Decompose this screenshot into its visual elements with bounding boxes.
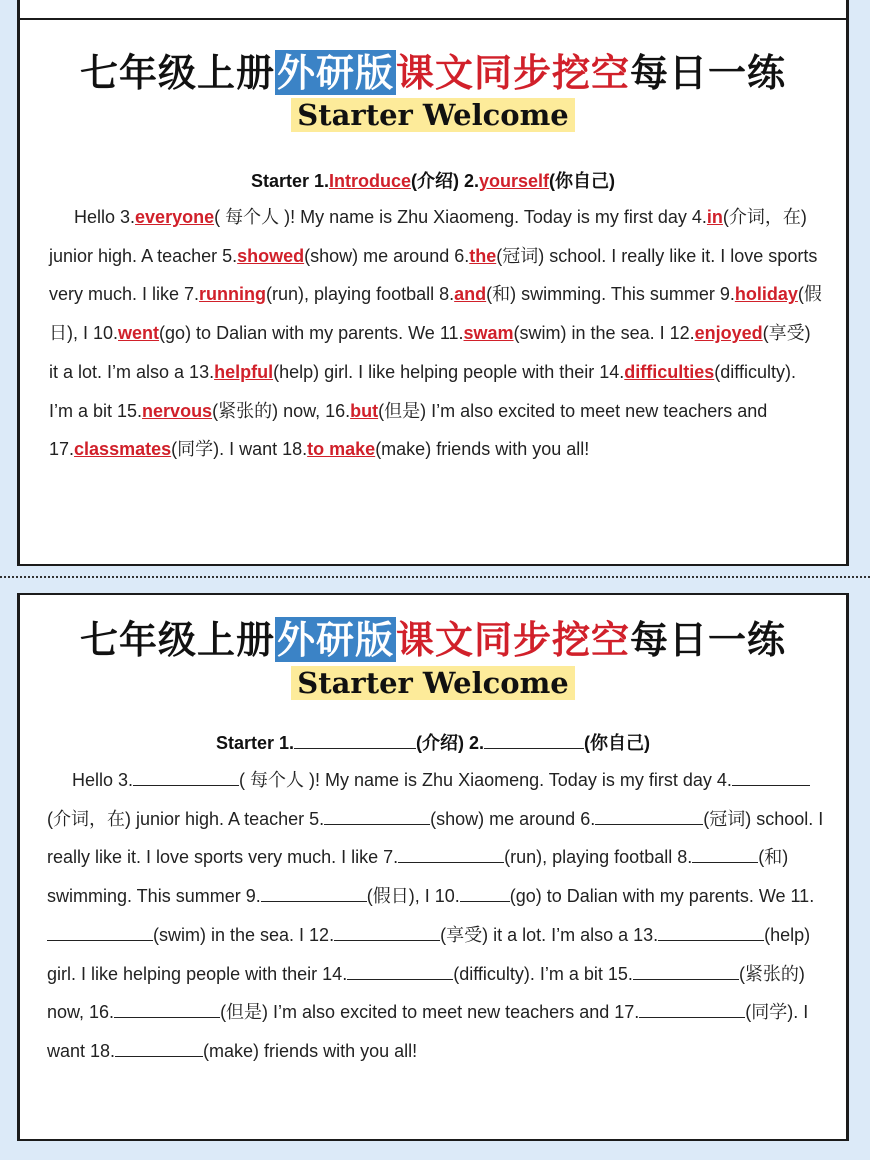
answer-paragraph: Hello 3.everyone( 每个人 )! My name is Zhu Xiaomeng. Today is my first day 4.in(介词，在) junior high. A teacher 5.showed(show) me around 6.the(冠词) school. I really like it. I love sports very much. I like 7.running(run), playing football 8.and(和) swimming. This summer 9.holiday(假日), I 10.went(go) to Dalian with my parents. We 11.swam(swim) in the sea. I 12.enjoyed(享受) it a lot. I’m also a 13.helpful(help) girl. I like helping people with their 14.difficulties(difficulty). I’m a bit 15.nervous(紧张的) now, 16.but(但是) I’m also excited to meet new teachers and 17.classmates(同学). I want 18.to make(make) friends with you all! bbox=[49, 207, 822, 460]
answer-4: in bbox=[706, 207, 723, 227]
blank-12[interactable] bbox=[334, 924, 440, 941]
title-part: 七年级上册 bbox=[79, 617, 275, 662]
answer-8: and bbox=[454, 284, 487, 305]
answer-9: holiday bbox=[734, 284, 798, 305]
answer-1: Introduce bbox=[328, 171, 411, 191]
title-red: 课文同步挖空 bbox=[396, 50, 631, 95]
starter-line: Starter 1. (介绍) 2. (你自己) bbox=[215, 733, 651, 753]
blank-8[interactable] bbox=[692, 846, 758, 863]
answer-2: yourself bbox=[479, 171, 550, 191]
blank-17[interactable] bbox=[639, 1001, 745, 1018]
blank-14[interactable] bbox=[347, 963, 453, 980]
title-part: 七年级上册 bbox=[79, 50, 275, 95]
title-highlight: 外研版 bbox=[276, 50, 394, 95]
blank-15[interactable] bbox=[633, 963, 739, 980]
blank-18[interactable] bbox=[115, 1040, 203, 1057]
page-title bbox=[20, 42, 846, 97]
starter-line: Starter 1.Introduce(介绍) 2.yourself(你自己) bbox=[250, 171, 616, 191]
blank-13[interactable] bbox=[658, 924, 764, 941]
blank-4[interactable] bbox=[732, 769, 810, 786]
answer-18: to make bbox=[307, 439, 376, 460]
blank-1[interactable] bbox=[294, 732, 416, 749]
blank-11[interactable] bbox=[47, 924, 153, 941]
blank-7[interactable] bbox=[398, 846, 504, 863]
exercise-paragraph: Hello 3. ( 每个人 )! My name is Zhu Xiaomeng. Today is my first day 4.(介词，在) junior high. A teacher 5. (show) me around 6. (冠词) school. I really like it. I love sports very much. I like 7. (run), playing football 8. (和) swimming. This summer 9. (假日), I 10. (go) to Dalian with my parents. We 11.(swim) in the sea. I 12. (享受) it a lot. I’m also a 13. (help) girl. I like helping people with their 14. (difficulty). I’m a bit 15. (紧张的) now, 16. (但是) I’m also excited to meet new teachers and 17. (同学). I want 18. (make) friends with you all! bbox=[47, 770, 824, 1061]
blank-5[interactable] bbox=[324, 808, 430, 825]
answer-13: helpful bbox=[214, 361, 274, 382]
exercise-card bbox=[17, 593, 849, 1141]
blank-3[interactable] bbox=[133, 769, 239, 786]
answer-11: swam bbox=[463, 323, 514, 344]
dotted-divider bbox=[0, 576, 870, 578]
blank-16[interactable] bbox=[114, 1001, 220, 1018]
blank-10[interactable] bbox=[460, 885, 510, 902]
title-red: 课文同步挖空 bbox=[396, 617, 631, 662]
blank-2[interactable] bbox=[484, 732, 584, 749]
title-highlight: 外研版 bbox=[276, 617, 394, 662]
page-title bbox=[20, 609, 846, 664]
answer-14: difficulties bbox=[624, 361, 715, 382]
blank-9[interactable] bbox=[261, 885, 367, 902]
subtitle: Starter Welcome bbox=[20, 98, 846, 132]
title-part: 每日一练 bbox=[630, 617, 787, 662]
answer-16: but bbox=[350, 400, 379, 421]
answer-7: running bbox=[199, 284, 267, 305]
answer-12: enjoyed bbox=[694, 323, 763, 344]
answer-15: nervous bbox=[142, 400, 213, 421]
answer-3: everyone bbox=[135, 207, 215, 227]
answer-5: showed bbox=[237, 245, 305, 266]
answer-6: the bbox=[469, 245, 497, 266]
answer-card bbox=[17, 0, 849, 566]
blank-6[interactable] bbox=[595, 808, 703, 825]
answer-10: went bbox=[118, 323, 160, 344]
title-part: 每日一练 bbox=[630, 50, 787, 95]
answer-17: classmates bbox=[74, 439, 172, 460]
subtitle: Starter Welcome bbox=[20, 666, 846, 700]
